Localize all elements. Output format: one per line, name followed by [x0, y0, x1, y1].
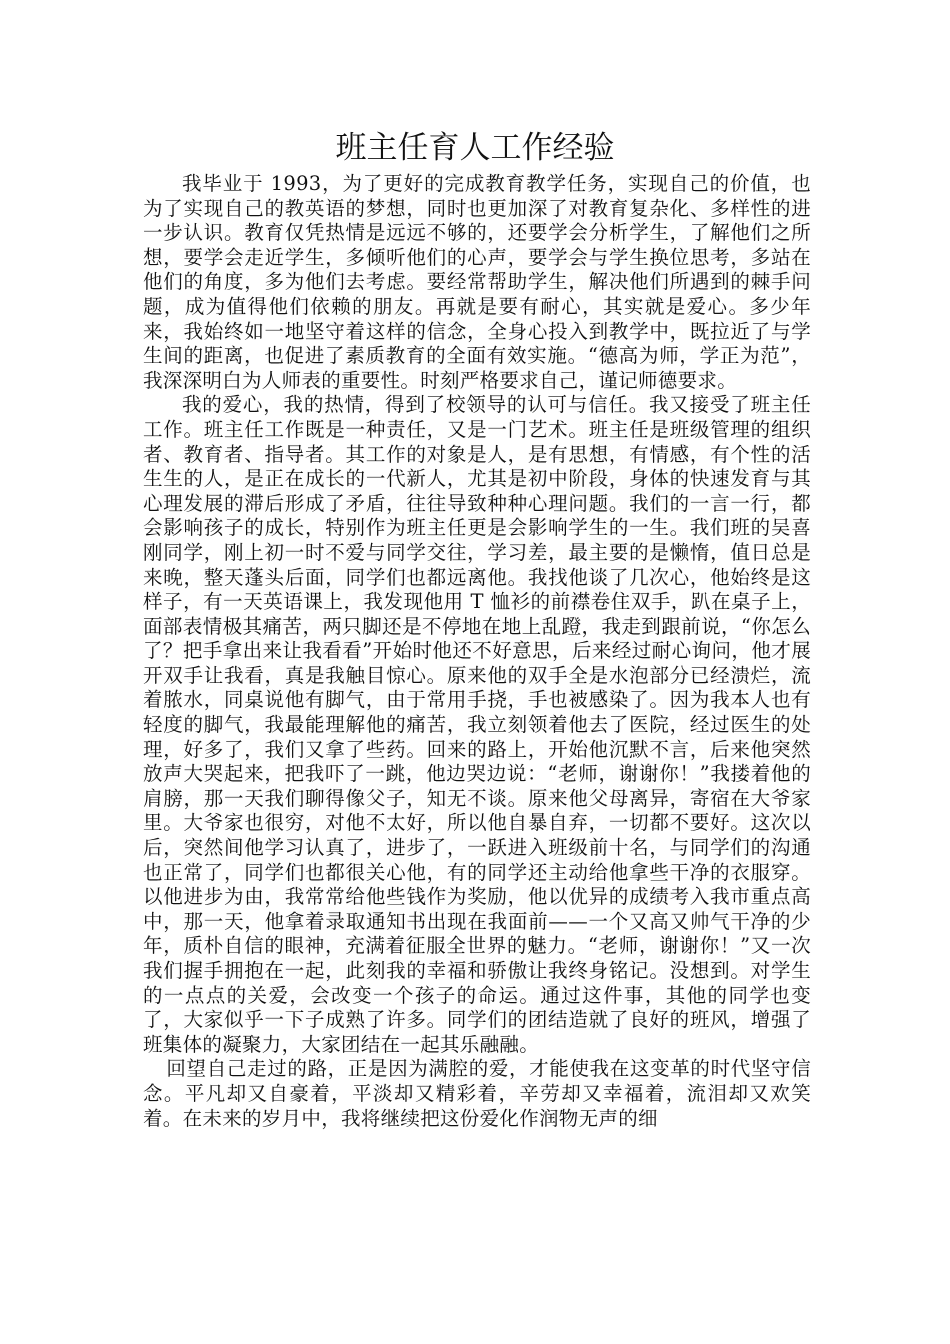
paragraph-3: 回望自己走过的路，正是因为满腔的爱，才能使我在这变革的时代坚守信念。平凡却又自豪着，平淡却又精彩着，辛劳却又幸福着，流泪却又欢笑着。在未来的岁月中，我将继续把这份爱化作润物无声的细	[143, 1057, 811, 1130]
document-body	[143, 172, 811, 1131]
document-title: 班主任育人工作经验	[335, 130, 615, 166]
paragraph-2: 我的爱心，我的热情，得到了校领导的认可与信任。我又接受了班主任工作。班主任工作既是一种责任，又是一门艺术。班主任是班级管理的组织者、教育者、指导者。其工作的对象是人，是有思想，有情感，有个性的活生生的人，是正在成长的一代新人，尤其是初中阶段，身体的快速发育与其心理发展的滞后形成了矛盾，往往导致种种心理问题。我们的一言一行，都会影响孩子的成长，特别作为班主任更是会影响学生的一生。我们班的吴喜刚同学，刚上初一时不爱与同学交往，学习差，最主要的是懒惰，值日总是来晚，整天蓬头后面，同学们也都远离他。我找他谈了几次心，他始终是这样子，有一天英语课上，我发现他用 T 恤衫的前襟卷住双手，趴在桌子上，面部表情极其痛苦，两只脚还是不停地在地上乱蹬，我走到跟前说，“你怎么了？把手拿出来让我看看”开始时他还不好意思，后来经过耐心询问，他才展开双手让我看，真是我触目惊心。原来他的双手全是水泡部分已经溃烂，流着脓水，同桌说他有脚气，由于常用手挠，手也被感染了。因为我本人也有轻度的脚气，我最能理解他的痛苦，我立刻领着他去了医院，经过医生的处理，好多了，我们又拿了些药。回来的路上，开始他沉默不言，后来他突然放声大哭起来，把我吓了一跳，他边哭边说：“老师，谢谢你！”我搂着他的肩膀，那一天我们聊得像父子，知无不谈。原来他父母离异，寄宿在大爷家里。大爷家也很穷，对他不太好，所以他自暴自弃，一切都不要好。这次以后，突然间他学习认真了，进步了，一跃进入班级前十名，与同学们的沟通也正常了，同学们也都很关心他，有的同学还主动给他拿些干净的衣服穿。以他进步为由，我常常给他些钱作为奖励，他以优异的成绩考入我市重点高中，那一天，他拿着录取通知书出现在我面前——一个又高又帅气干净的少年，质朴自信的眼神，充满着征服全世界的魅力。“老师，谢谢你！”又一次我们握手拥抱在一起，此刻我的幸福和骄傲让我终身铭记。没想到。对学生的一点点的关爱，会改变一个孩子的命运。通过这件事，其他的同学也变了，大家似乎一下子成熟了许多。同学们的团结造就了良好的班风，增强了班集体的凝聚力，大家团结在一起其乐融融。	[143, 393, 811, 1056]
paragraph-1: 我毕业于 1993，为了更好的完成教育教学任务，实现自己的价值，也为了实现自己的教英语的梦想，同时也更加深了对教育复杂化、多样性的进一步认识。教育仅凭热情是远远不够的，还要学会分析学生，了解他们之所想，要学会走近学生，多倾听他们的心声，要学会与学生换位思考，多站在他们的角度，多为他们去考虑。要经常帮助学生，解决他们所遇到的棘手问题，成为值得他们依赖的朋友。再就是要有耐心，其实就是爱心。多少年来，我始终如一地坚守着这样的信念，全身心投入到教学中，既拉近了与学生间的距离，也促进了素质教育的全面有效实施。“德高为师，学正为范”，我深深明白为人师表的重要性。时刻严格要求自己，谨记师德要求。	[143, 172, 811, 392]
